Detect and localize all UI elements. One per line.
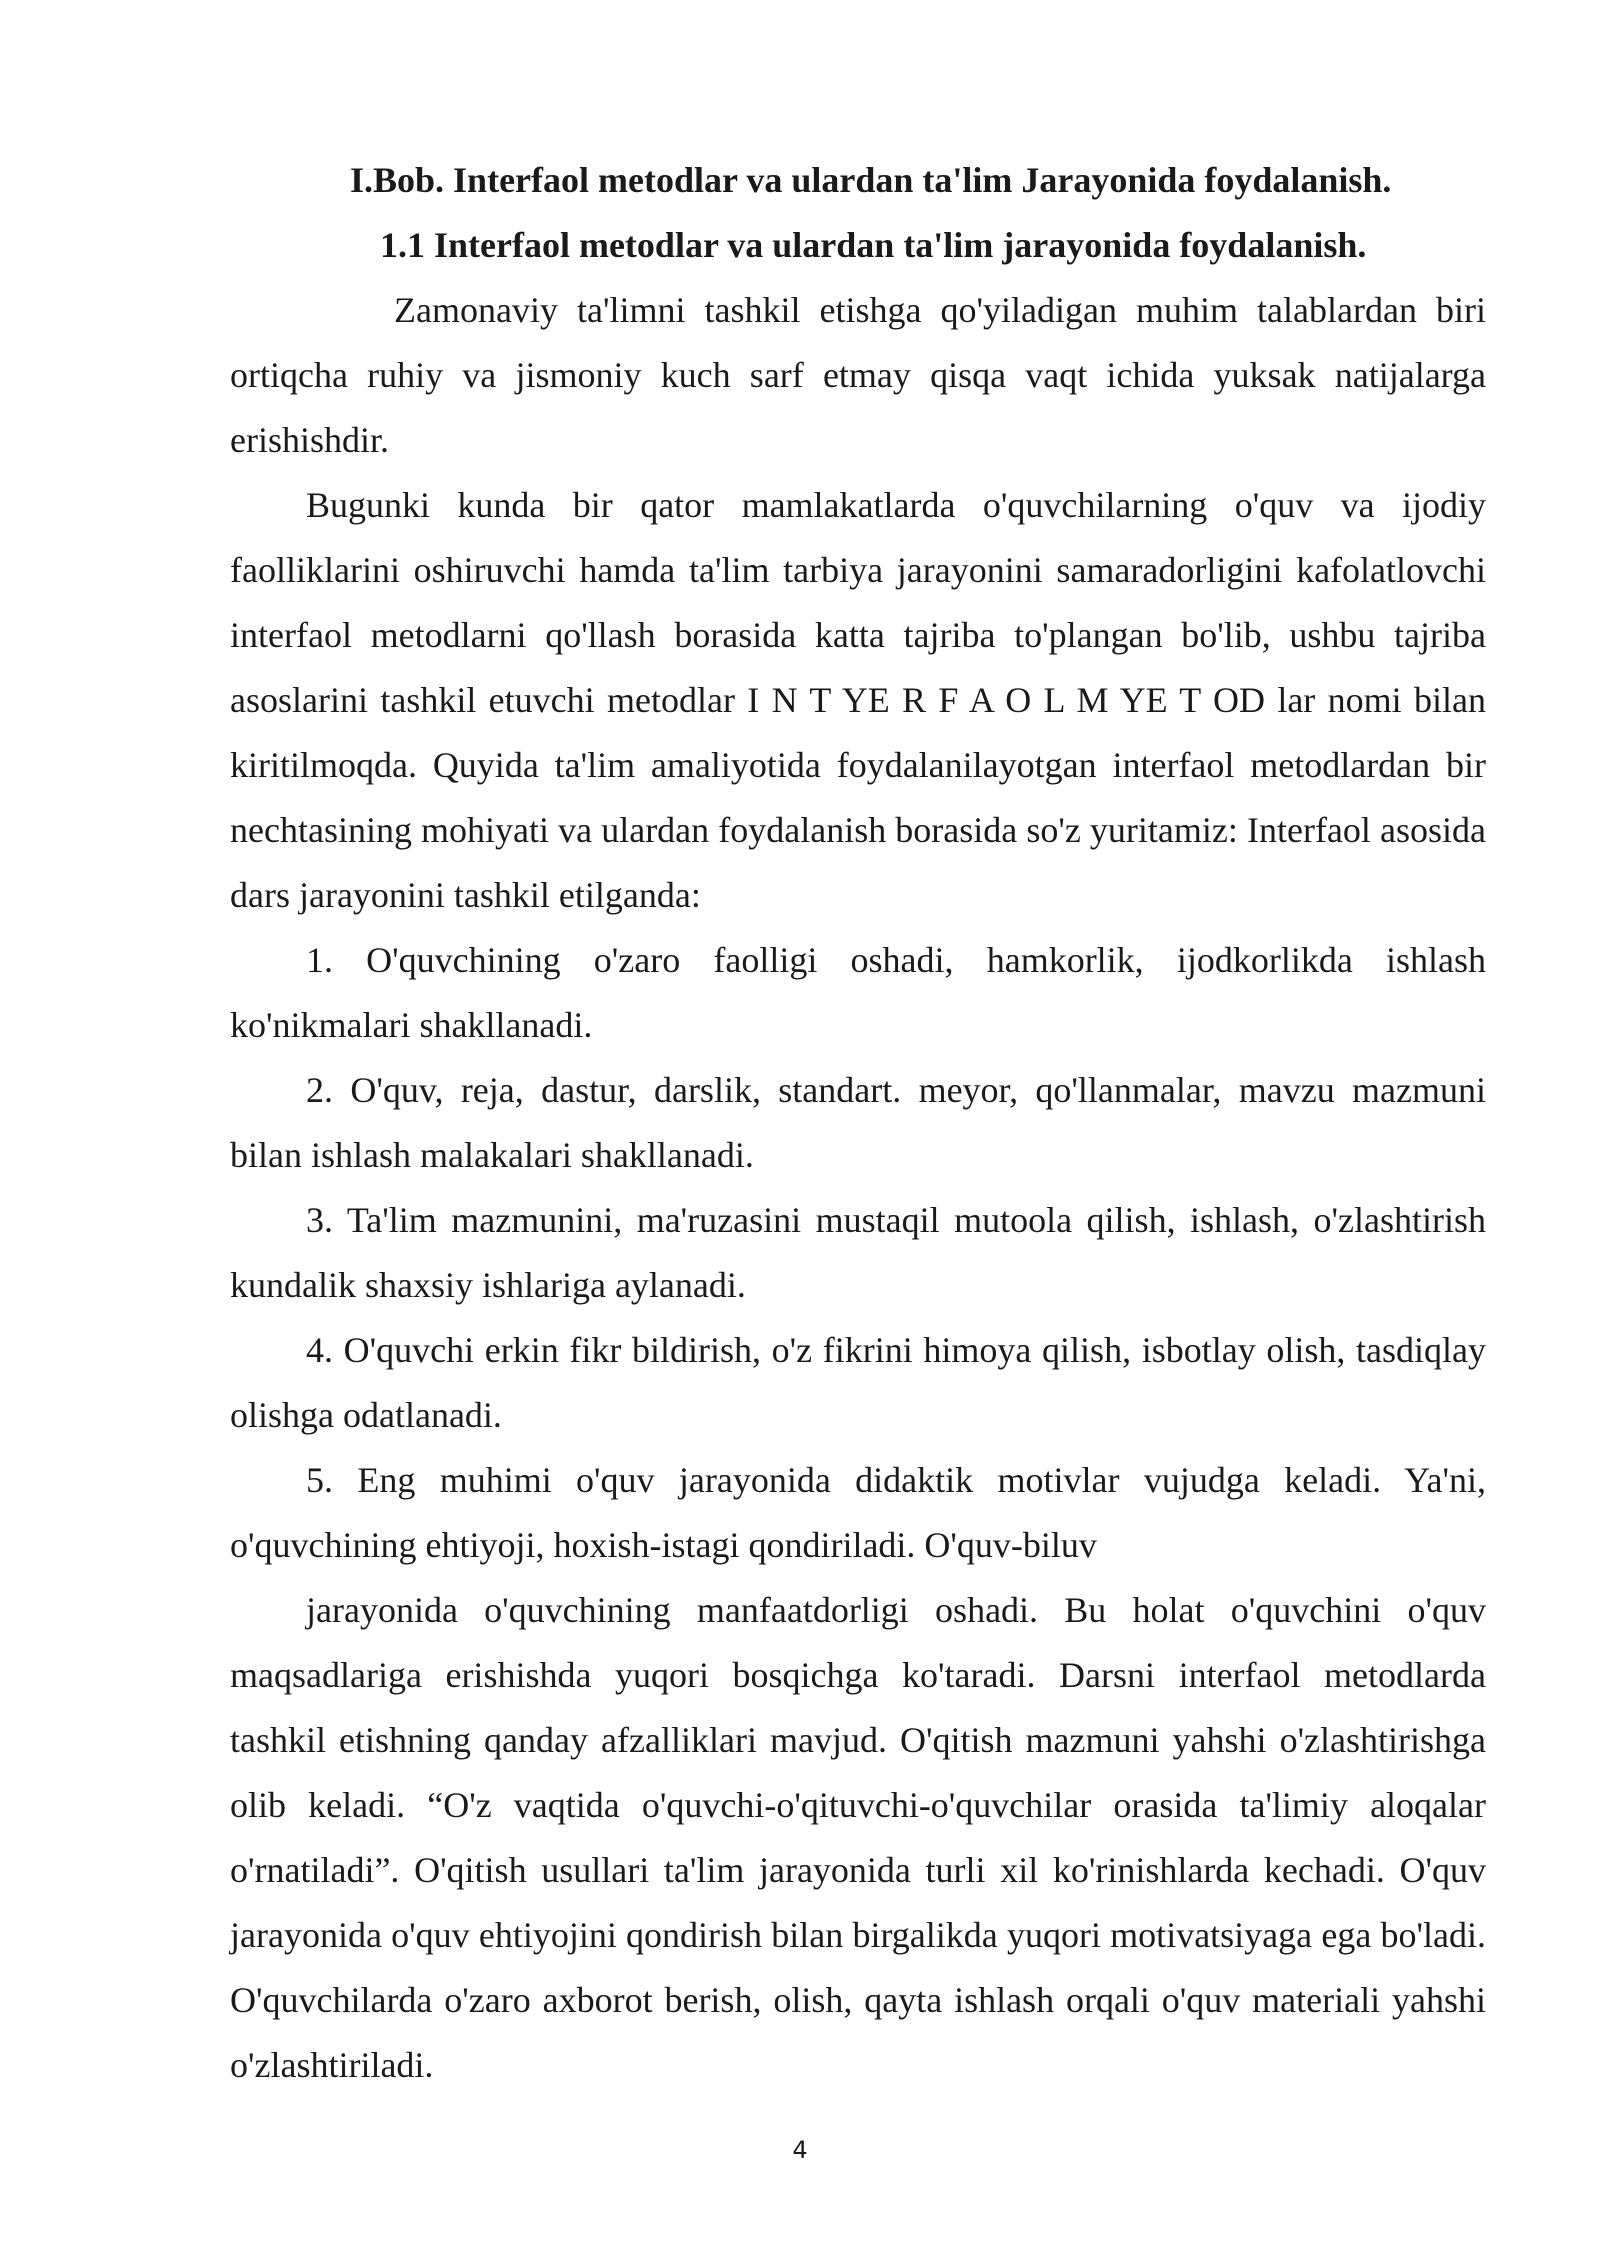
list-item-4: 4. O'quvchi erkin fikr bildirish, o'z fikrini himoya qilish, isbotlay olish, tasdiqlay olishga odatlanadi. bbox=[230, 1330, 1486, 1435]
list-item-1: 1. O'quvchining o'zaro faolligi oshadi, hamkorlik, ijodkorlikda ishlash ko'nikmalari shakllanadi. bbox=[230, 940, 1486, 1045]
list-item-3: 3. Ta'lim mazmunini, ma'ruzasini mustaqil mutoola qilish, ishlash, o'zlashtirish kundalik shaxsiy ishlariga aylanadi. bbox=[230, 1200, 1486, 1305]
paragraph-methods: Bugunki kunda bir qator mamlakatlarda o'quvchilarning o'quv va ijodiy faolliklarini oshiruvchi hamda ta'lim tarbiya jarayonini samaradorligini kafolatlovchi interfaol metodlarni qo'llash borasida katta tajriba to'plangan bo'lib, ushbu tajriba asoslarini tashkil etuvchi metodlar I N T YE R F A O L M YE T OD lar nomi bilan kiritilmoqda. Quyida ta'lim amaliyotida foydalanilayotgan interfaol metodlardan bir nechtasining mohiyati va ulardan foydalanish borasida so'z yuritamiz: Interfaol asosida dars jarayonini tashkil etilganda: bbox=[230, 485, 1486, 915]
list-item-5: 5. Eng muhimi o'quv jarayonida didaktik motivlar vujudga keladi. Ya'ni, o'quvchining ehtiyoji, hoxish-istagi qondiriladi. O'quv-biluv bbox=[230, 1460, 1486, 1565]
chapter-heading: I.Bob. Interfaol metodlar va ulardan ta'lim Jarayonida foydalanish. bbox=[350, 160, 1392, 200]
list-item-2: 2. O'quv, reja, dastur, darslik, standart. meyor, qo'llanmalar, mavzu mazmuni bilan ishlash malakalari shakllanadi. bbox=[230, 1070, 1486, 1175]
document-page bbox=[230, 148, 1486, 2098]
paragraph-conclusion: jarayonida o'quvchining manfaatdorligi oshadi. Bu holat o'quvchini o'quv maqsadlariga erishishda yuqori bosqichga ko'taradi. Darsni interfaol metodlarda tashkil etishning qanday afzalliklari mavjud. O'qitish mazmuni yahshi o'zlashtirishga olib keladi. “O'z vaqtida o'quvchi-o'qituvchi-o'quvchilar orasida ta'limiy aloqalar o'rnatiladi”. O'qitish usullari ta'lim jarayonida turli xil ko'rinishlarda kechadi. O'quv jarayonida o'quv ehtiyojini qondirish bilan birgalikda yuqori motivatsiyaga ega bo'ladi. O'quvchilarda o'zaro axborot berish, olish, qayta ishlash orqali o'quv materiali yahshi o'zlashtiriladi. bbox=[230, 1590, 1486, 2085]
paragraph-intro: Zamonaviy ta'limni tashkil etishga qo'yiladigan muhim talablardan biri ortiqcha ruhiy va jismoniy kuch sarf etmay qisqa vaqt ichida yuksak natijalarga erishishdir. bbox=[230, 290, 1486, 460]
section-heading: 1.1 Interfaol metodlar va ulardan ta'lim jarayonida foydalanish. bbox=[380, 225, 1367, 265]
page-number: 4 bbox=[792, 2136, 808, 2164]
